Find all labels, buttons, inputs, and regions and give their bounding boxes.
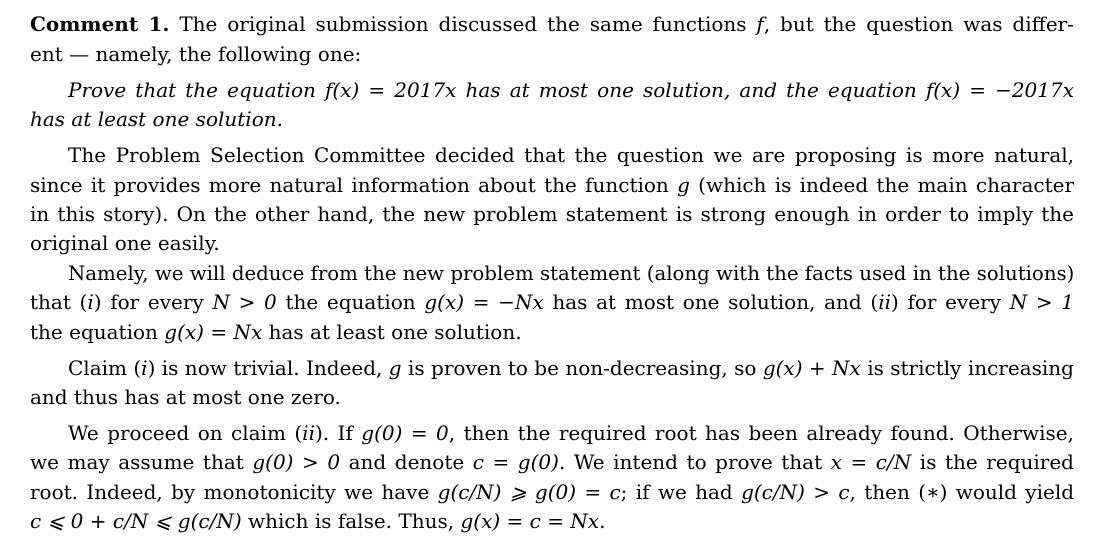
para4-eq-4: x = c/N (830, 450, 912, 474)
quote-eq-1: f(x) = 2017x (325, 78, 457, 102)
para4-line-1 (68, 418, 1074, 448)
para4-text-2a: we may assume that (30, 450, 253, 474)
para4-eq-8: g(x) = c = Nx (460, 509, 600, 533)
para4-text-3c: , then (∗) would yield (849, 480, 1075, 504)
para4-text-2d: is the required (911, 450, 1074, 474)
comment-label: Comment 1. (30, 12, 170, 36)
comment-line-1 (30, 9, 1074, 39)
para3-text-1a: Claim ( (68, 356, 142, 380)
para2-claim-ii: ii (878, 290, 892, 314)
comment-text-1a: The original submission discussed the same functions (179, 12, 757, 36)
para2-claim-i: i (87, 290, 94, 314)
para4-eq-3: c = g(0) (472, 450, 559, 474)
para4-text-3a: root. Indeed, by monotonicity we have (30, 480, 438, 504)
comment-var-f: f (756, 12, 764, 36)
para2-line-1: Namely, we will deduce from the new problem statement (along with the facts used in the solutions) (68, 261, 1075, 285)
para2-cond-2: N > 1 (1009, 290, 1075, 314)
para2-text-3a: the equation (30, 320, 165, 344)
para4-line-3 (30, 477, 1074, 507)
para4-eq-1: g(0) = 0 (361, 421, 449, 445)
para2-text-2d: has at most one solution, and ( (543, 290, 879, 314)
para4-eq-7: c ⩽ 0 + c/N ⩽ g(c/N) (30, 509, 242, 533)
para3-text-1d: is strictly increasing (860, 356, 1074, 380)
para2-eq-2: g(x) = Nx (164, 320, 263, 344)
para3-expr: g(x) + Nx (762, 356, 861, 380)
para3-line-1 (68, 353, 1074, 383)
para1-text-2b: (which is indeed the main character (689, 173, 1075, 197)
para3-text-1c: is proven to be non-decreasing, so (401, 356, 763, 380)
para2-text-2b: ) for every (93, 290, 213, 314)
para4-line-4 (30, 506, 1074, 536)
quote-line-2: has at least one solution. (30, 107, 283, 131)
para3-var-g: g (388, 356, 402, 380)
para4-text-1a: We proceed on claim ( (68, 421, 303, 445)
para2-text-2a: that ( (30, 290, 88, 314)
para2-line-2 (30, 287, 1074, 317)
para1-line-3: in this story). On the other hand, the new problem statement is strong enough in order to imply the (30, 202, 1074, 226)
para1-var-g: g (677, 173, 690, 197)
para1-line-4: original one easily. (30, 231, 220, 255)
para1-line-2 (30, 170, 1074, 200)
para4-eq-6: g(c/N) > c (741, 480, 850, 504)
para4-text-2b: and denote (340, 450, 473, 474)
para4-text-1b: ). If (314, 421, 362, 445)
quote-text-1b: has at most one solution, and the equation (456, 78, 926, 102)
para4-eq-2: g(0) > 0 (252, 450, 341, 474)
para4-text-3b: ; if we had (620, 480, 742, 504)
para3-text-1b: ) is now trivial. Indeed, (147, 356, 389, 380)
para4-line-2 (30, 447, 1074, 477)
quote-text-1a: Prove that the equation (68, 78, 326, 102)
para1-line-1: The Problem Selection Committee decided that the question we are proposing is more natural, (68, 143, 1074, 167)
para2-cond-1: N > 0 (212, 290, 277, 314)
para2-text-3b: has at least one solution. (262, 320, 522, 344)
quote-line-1 (68, 75, 1074, 105)
para4-eq-5: g(c/N) ⩾ g(0) = c (437, 480, 621, 504)
para4-text-1c: , then the required root has been already found. Otherwise, (448, 421, 1074, 445)
quote-eq-2: f(x) = −2017x (925, 78, 1075, 102)
comment-line-2: ent — namely, the following one: (30, 42, 362, 66)
para2-text-2e: ) for every (891, 290, 1010, 314)
para4-text-4b: which is false. Thus, (241, 509, 461, 533)
para1-text-2a: since it provides more natural information about the function (30, 173, 678, 197)
para4-claim-ii: ii (302, 421, 315, 445)
para4-text-2c: . We intend to prove that (558, 450, 831, 474)
para2-eq-1: g(x) = −Nx (424, 290, 544, 314)
para2-text-2c: the equation (276, 290, 425, 314)
para3-line-2: and thus has at most one zero. (30, 385, 341, 409)
comment-text-1b: , but the question was differ- (763, 12, 1074, 36)
para3-claim-i: i (141, 356, 148, 380)
para2-line-3 (30, 317, 1074, 347)
para4-text-4c: . (599, 509, 606, 533)
